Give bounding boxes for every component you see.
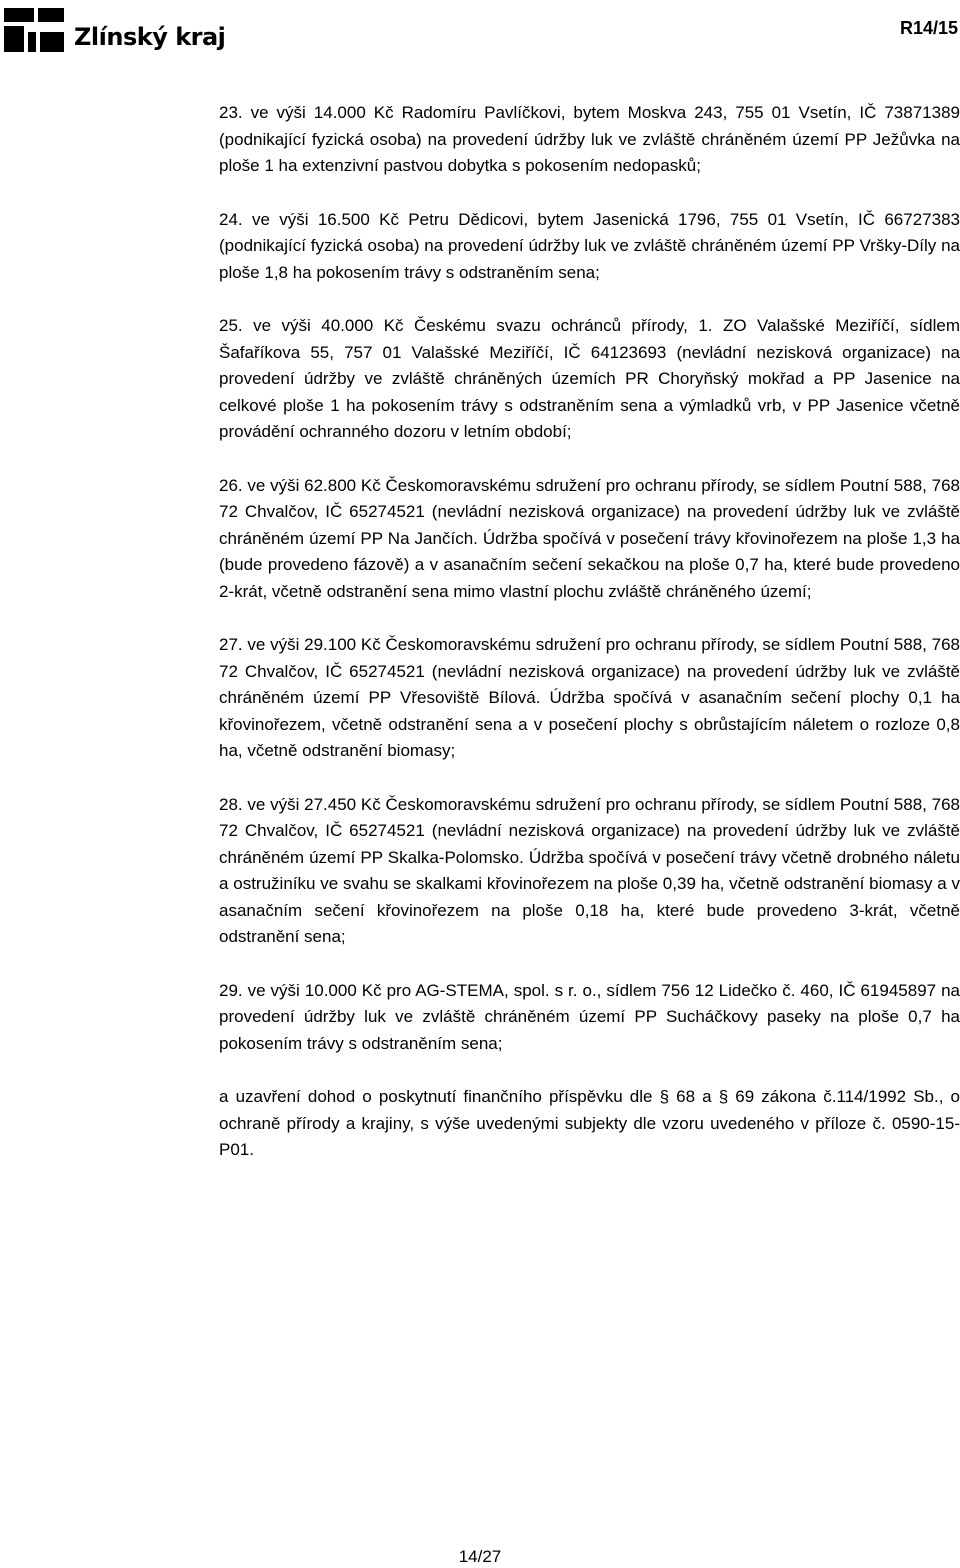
zlinsky-kraj-logo: [4, 8, 226, 52]
closing-paragraph: a uzavření dohod o poskytnutí finančního příspěvku dle § 68 a § 69 zákona č.114/1992 Sb., o ochraně přírody a krajiny, s výše uvedenými subjekty dle vzoru uvedeného v příloze č. 0590-15-P01.: [219, 1087, 960, 1159]
paragraph-24: 24. ve výši 16.500 Kč Petru Dědicovi, bytem Jasenická 1796, 755 01 Vsetín, IČ 66727383 (podnikající fyzická osoba) na provedení údržby luk ve zvláště chráněném území PP Vršky-Díly na ploše 1,8 ha pokosením trávy s odstraněním sena;: [219, 209, 960, 282]
paragraph-27: 27. ve výši 29.100 Kč Českomoravskému sdružení pro ochranu přírody, se sídlem Poutní 588, 768 72 Chvalčov, IČ 65274521 (nevládní nezisková organizace) na provedení údržby luk ve zvláště chráněném území PP Vřesoviště Bílová. Údržba spočívá v asanačním sečení plochy 0,1 ha křovinořezem, včetně odstranění sena a v posečení plochy s obrůstajícím náletem o rozloze 0,8 ha, včetně odstranění biomasy;: [219, 635, 960, 760]
paragraph-29: 29. ve výši 10.000 Kč pro AG-STEMA, spol. s r. o., sídlem 756 12 Lidečko č. 460, IČ 61945897 na provedení údržby luk ve zvláště chráněném území PP Sucháčkovy paseky na ploše 0,7 ha pokosením trávy s odstraněním sena;: [219, 980, 960, 1053]
logo-text: Zlínský kraj: [74, 23, 226, 51]
paragraph-23: 23. ve výši 14.000 Kč Radomíru Pavlíčkovi, bytem Moskva 243, 755 01 Vsetín, IČ 73871389 (podnikající fyzická osoba) na provedení údržby luk ve zvláště chráněném území PP Ježůvka na ploše 1 ha extenzivní pastvou dobytka s pokosením nedopasků;: [219, 103, 960, 175]
logo-squares-icon: [4, 8, 66, 52]
document-body: [219, 100, 960, 1191]
paragraph-25: 25. ve výši 40.000 Kč Českému svazu ochránců přírody, 1. ZO Valašské Meziříčí, sídlem Šafaříkova 55, 757 01 Valašské Meziříčí, IČ 64123693 (nevládní nezisková organizace) na provedení údržby ve zvláště chráněných územích PR Choryňský mokřad a PP Jasenice na celkové ploše 1 ha pokosením trávy s odstraněním sena a výmladků vrb, v PP Jasenice včetně provádění ochranného dozoru v letním období;: [219, 316, 960, 441]
page-number: 14/27: [458, 1547, 502, 1566]
paragraph-28: 28. ve výši 27.450 Kč Českomoravskému sdružení pro ochranu přírody, se sídlem Poutní 588, 768 72 Chvalčov, IČ 65274521 (nevládní nezisková organizace) na provedení údržby luk ve zvláště chráněném území PP Skalka-Polomsko. Údržba spočívá v posečení trávy včetně drobného náletu a ostružiníku ve svahu se skalkami křovinořezem na ploše 0,39 ha, včetně odstranění biomasy a v asanačním sečení křovinořezem na ploše 0,18 ha, které bude provedeno 3-krát, včetně odstranění sena;: [219, 794, 960, 946]
paragraph-26: 26. ve výši 62.800 Kč Českomoravskému sdružení pro ochranu přírody, se sídlem Poutní 588, 768 72 Chvalčov, IČ 65274521 (nevládní nezisková organizace) na provedení údržby luk ve zvláště chráněném území PP Na Jančích. Údržba spočívá v posečení trávy křovinořezem na ploše 1,3 ha (bude provedeno fázově) a v asanačním sečení sekačkou na ploše 0,7 ha, které bude provedeno 2-krát, včetně odstranění sena mimo vlastní plochu zvláště chráněného území;: [219, 475, 960, 601]
document-code: R14/15: [899, 18, 958, 38]
